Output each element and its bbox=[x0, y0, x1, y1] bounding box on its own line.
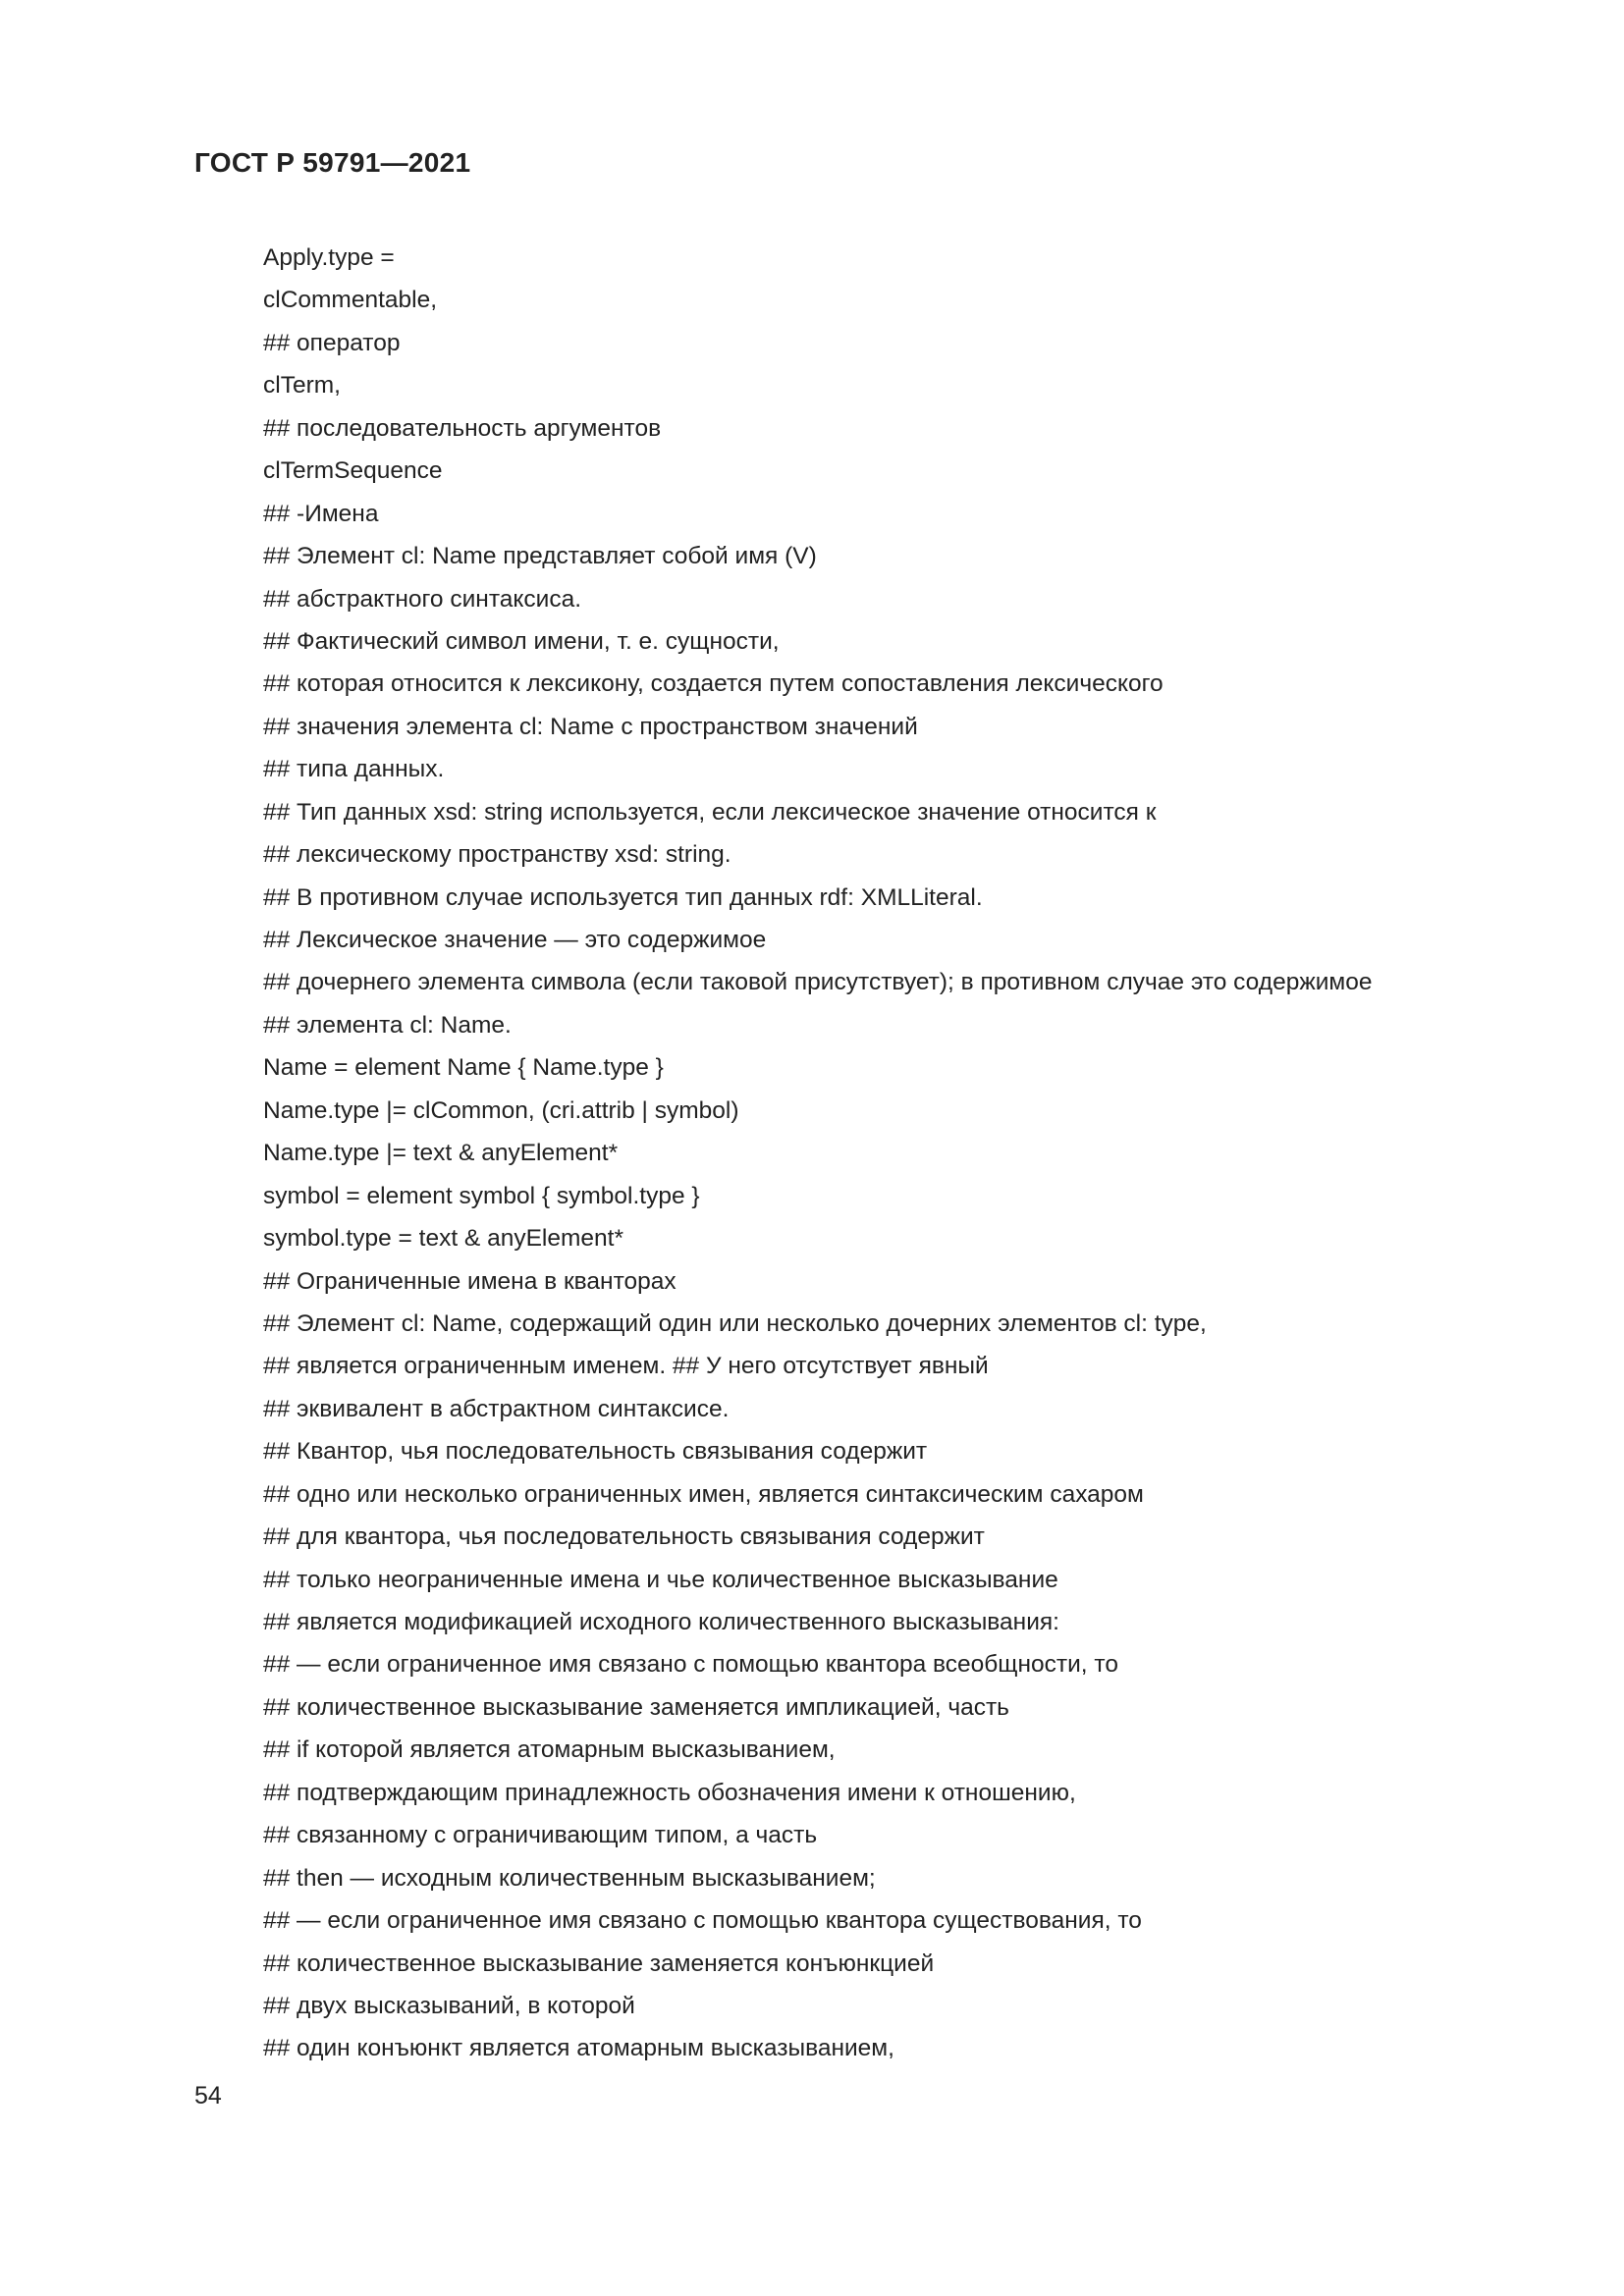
code-line: ## Элемент cl: Name, содержащий один или несколько дочерних элементов cl: type, bbox=[263, 1309, 1207, 1337]
code-line: clTerm, bbox=[263, 372, 341, 400]
code-line: ## элемента cl: Name. bbox=[263, 1011, 512, 1039]
code-line: ## одно или несколько ограниченных имен, является синтаксическим сахаром bbox=[263, 1480, 1144, 1508]
code-line: ## лексическому пространству xsd: string. bbox=[263, 841, 731, 869]
code-line: ## количественное высказывание заменяется импликацией, часть bbox=[263, 1693, 1009, 1721]
code-line: ## значения элемента cl: Name с пространством значений bbox=[263, 713, 918, 740]
code-line: Name = element Name { Name.type } bbox=[263, 1054, 664, 1082]
code-line: ## if которой является атомарным высказыванием, bbox=[263, 1736, 836, 1764]
code-line: ## которая относится к лексикону, создается путем сопоставления лексического bbox=[263, 670, 1164, 698]
code-line: clTermSequence bbox=[263, 457, 443, 485]
code-line: ## абстрактного синтаксиса. bbox=[263, 585, 582, 613]
code-line: Apply.type = bbox=[263, 244, 395, 271]
code-line: ## для квантора, чья последовательность связывания содержит bbox=[263, 1523, 985, 1551]
code-line: Name.type |= text & anyElement* bbox=[263, 1140, 619, 1167]
code-line: ## типа данных. bbox=[263, 756, 445, 783]
code-line: ## Лексическое значение — это содержимое bbox=[263, 927, 767, 953]
code-line: ## подтверждающим принадлежность обозначения имени к отношению, bbox=[263, 1779, 1076, 1806]
code-line: ## эквивалент в абстрактном синтаксисе. bbox=[263, 1395, 730, 1422]
code-line: ## Ограниченные имена в кванторах bbox=[263, 1267, 677, 1295]
code-line: ## последовательность аргументов bbox=[263, 414, 662, 442]
code-line: ## -Имена bbox=[263, 500, 379, 527]
schema-listing bbox=[263, 237, 1540, 2070]
code-line: ## дочернего элемента символа (если таковой присутствует); в противном случае это содержимое bbox=[263, 969, 1373, 996]
code-line: symbol = element symbol { symbol.type } bbox=[263, 1182, 700, 1209]
code-line: ## — если ограниченное имя связано с помощью квантора существования, то bbox=[263, 1907, 1142, 1935]
code-line: ## Тип данных xsd: string используется, если лексическое значение относится к bbox=[263, 798, 1157, 826]
code-line: ## В противном случае используется тип данных rdf: XMLLiteral. bbox=[263, 883, 983, 911]
code-line: ## количественное высказывание заменяется конъюнкцией bbox=[263, 1949, 935, 1977]
code-line: ## двух высказываний, в которой bbox=[263, 1992, 635, 2019]
code-line: ## является ограниченным именем. ## У него отсутствует явный bbox=[263, 1353, 989, 1380]
page-number: 54 bbox=[194, 2082, 222, 2109]
code-line: ## Квантор, чья последовательность связывания содержит bbox=[263, 1438, 928, 1466]
code-line: ## оператор bbox=[263, 329, 401, 356]
code-line: ## один конъюнкт является атомарным высказыванием, bbox=[263, 2035, 894, 2062]
code-line: ## then — исходным количественным высказыванием; bbox=[263, 1864, 876, 1892]
code-line: ## Элемент cl: Name представляет собой имя (V) bbox=[263, 543, 817, 570]
code-line: ## только неограниченные имена и чье количественное высказывание bbox=[263, 1566, 1058, 1593]
code-line: ## является модификацией исходного количественного высказывания: bbox=[263, 1609, 1059, 1635]
code-line: symbol.type = text & anyElement* bbox=[263, 1225, 623, 1253]
code-line: Name.type |= clCommon, (cri.attrib | symbol) bbox=[263, 1096, 739, 1124]
code-line: ## — если ограниченное имя связано с помощью квантора всеобщности, то bbox=[263, 1651, 1118, 1679]
code-line: clCommentable, bbox=[263, 287, 438, 314]
document-header: ГОСТ Р 59791—2021 bbox=[194, 147, 471, 178]
code-line: ## Фактический символ имени, т. е. сущности, bbox=[263, 627, 780, 655]
code-line: ## связанному с ограничивающим типом, а часть bbox=[263, 1822, 818, 1849]
